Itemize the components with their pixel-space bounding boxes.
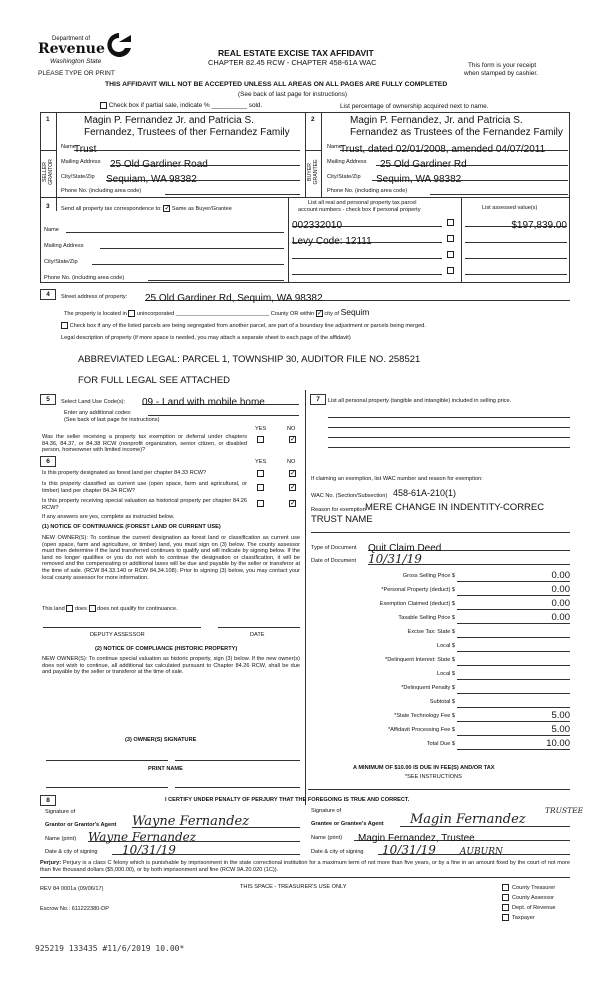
partial-sale-label: Check box if partial sale, indicate % — [108, 102, 210, 110]
corr-address-field[interactable] — [100, 241, 284, 249]
corr-phone-label: Phone No. (including area code) — [44, 275, 125, 281]
exemption-no-checkbox[interactable]: ✓ — [290, 436, 296, 443]
minimum-due-note: A MINIMUM OF $10.00 IS DUE IN FEE(S) AND/OR TAX — [353, 765, 495, 771]
receipt-note-2: when stamped by cashier. — [464, 70, 538, 77]
perjury-label: Perjury: — [40, 860, 62, 866]
buyer-name-line-2: Fernandez as Trustees of the Fernandez Family — [350, 127, 563, 138]
fee-label: Local $ — [436, 643, 455, 649]
street-address-value: 25 Old Gardiner Rd, Sequim, WA 98382 — [145, 293, 323, 304]
buyer-grantee-label: BUYER GRANTEE — [307, 159, 319, 185]
segregated-checkbox[interactable] — [61, 322, 68, 329]
buyer-phone-label: Phone No. (including area code) — [327, 188, 408, 194]
legal-description-line-1: ABBREVIATED LEGAL: PARCEL 1, TOWNSHIP 30, AUDITOR FILE NO. 258521 — [78, 354, 421, 365]
corr-name-label: Name — [44, 227, 59, 233]
city-of-label: city of — [324, 311, 339, 317]
distribution-item — [502, 894, 554, 901]
fee-value[interactable]: 0.00 — [457, 570, 570, 582]
section-5-number: 5 — [40, 394, 56, 405]
grantor-signature: Wayne Fernandez — [132, 814, 250, 829]
grantee-city: AUBURN — [459, 847, 503, 857]
distribution-label: County Assessor — [512, 894, 554, 901]
yes-header: YES — [255, 426, 267, 432]
doc-type-label: Type of Document — [311, 545, 357, 551]
doc-date-value: 10/31/19 — [368, 552, 422, 566]
exemption-question: Was the seller receiving a property tax exemption or deferral under chapters 84.36, 84.37, or 84.38 RCW (nonprofit organization, senior citizen, or disabled person, homeowner with limited income)? — [42, 434, 247, 454]
location-row: The property is located in unincorporated ______________________________ County OR within ✓ city of Sequim — [64, 307, 370, 318]
fee-value[interactable] — [457, 682, 570, 694]
historic-yes-checkbox[interactable] — [257, 500, 264, 507]
yes-header: YES — [255, 459, 267, 465]
assessed-value-field[interactable] — [465, 234, 567, 243]
divider — [40, 150, 56, 151]
fee-label: Gross Selling Price $ — [402, 573, 455, 579]
street-address-field[interactable] — [145, 288, 570, 304]
forest-no-checkbox[interactable]: ✓ — [290, 470, 296, 477]
segregated-row — [61, 322, 426, 329]
additional-codes-label: Enter any additional codes: — [64, 410, 132, 416]
parcel-field[interactable] — [292, 250, 442, 259]
grantor-signature-field[interactable] — [132, 812, 300, 828]
grantee-name: Magin Fernandez, Trustee — [358, 833, 475, 844]
grantor-date-field[interactable] — [112, 841, 300, 855]
land-use-label: Select Land Use Code(s): — [61, 399, 126, 405]
doc-date-label: Date of Document — [311, 558, 357, 564]
distribution-checkbox[interactable] — [502, 884, 509, 891]
distribution-item — [502, 884, 555, 891]
personal-property-checkbox[interactable] — [447, 219, 454, 226]
reason-line-2[interactable]: TRUST NAME — [311, 514, 373, 525]
grantee-agent-label: Grantee or Grantee's Agent — [311, 821, 384, 827]
does-not-checkbox[interactable] — [89, 605, 96, 612]
same-as-buyer-checkbox[interactable]: ✓ — [164, 205, 171, 212]
divider — [56, 112, 57, 198]
buyer-city-field[interactable] — [372, 169, 568, 185]
see-back-instructions: (See back of last page for instructions) — [64, 417, 160, 423]
does-checkbox[interactable] — [66, 605, 73, 612]
corr-address-label: Mailing Address — [44, 243, 84, 249]
additional-codes-field[interactable] — [148, 408, 299, 416]
continuance-title: (1) NOTICE OF CONTINUANCE (FOREST LAND OR CURRENT USE) — [42, 524, 221, 530]
fee-label: Subtotal $ — [429, 699, 455, 705]
partial-sale-row: Check box if partial sale, indicate % __________ sold. — [100, 102, 262, 109]
logo-main: Revenue — [38, 41, 105, 57]
fee-value[interactable]: 0.00 — [457, 612, 570, 624]
grantee-date-city-field[interactable] — [378, 841, 570, 855]
distribution-label: County Treasurer — [512, 884, 556, 891]
distribution-item — [502, 914, 535, 921]
parcel-field[interactable] — [292, 266, 442, 275]
buyer-address-field[interactable] — [376, 154, 568, 170]
fee-value[interactable]: 0.00 — [457, 598, 570, 610]
fee-label: Taxable Selling Price $ — [398, 615, 455, 621]
divider — [321, 112, 322, 198]
corr-phone-field[interactable] — [148, 273, 284, 281]
ownership-note: List percentage of ownership acquired next to name. — [340, 103, 489, 110]
buyer-phone-field[interactable] — [430, 186, 568, 195]
street-label: Street address of property: — [61, 294, 128, 300]
buyer-address-label: Mailing Address — [327, 159, 367, 165]
parcel-number: 002332010 — [292, 220, 343, 231]
exemption-yes-checkbox[interactable] — [257, 436, 264, 443]
corr-name-field[interactable] — [66, 225, 284, 233]
section-1-number: 1 — [46, 116, 50, 123]
buyer-city-value: Sequim, WA 98382 — [376, 174, 462, 185]
unincorporated-label: unincorporated — [136, 311, 175, 317]
grantee-signature: Magin Fernandez — [410, 812, 526, 827]
grantor-name: Wayne Fernandez — [88, 830, 197, 844]
form-title: REAL ESTATE EXCISE TAX AFFIDAVIT — [218, 48, 374, 58]
print-name-label: PRINT NAME — [148, 766, 183, 772]
distribution-checkbox[interactable] — [502, 904, 509, 911]
grantee-title: TRUSTEE — [545, 806, 584, 815]
fee-value[interactable]: 5.00 — [457, 724, 570, 736]
fee-value[interactable] — [457, 626, 570, 638]
parcel-number: Levy Code: 12111 — [292, 236, 372, 247]
unincorporated-checkbox[interactable] — [128, 310, 135, 317]
land-use-value: 09 - Land with mobile home — [142, 397, 265, 408]
fee-value[interactable]: 10.00 — [457, 738, 570, 750]
grantee-signature-of-label: Signature of — [311, 808, 342, 814]
grantee-name-field[interactable] — [354, 828, 570, 844]
legal-description-label: Legal description of property (if more space is needed, you may attach a separate sheet to each page of the affidavit) — [61, 335, 351, 341]
send-correspondence-row — [61, 205, 232, 212]
logo-sub: Washington State — [50, 58, 102, 65]
assessed-value-field[interactable] — [465, 215, 567, 231]
grantor-name-field[interactable] — [88, 828, 300, 842]
city-value: Sequim — [340, 307, 370, 317]
send-correspondence-label: Send all property tax correspondence to: — [61, 205, 162, 212]
if-yes-note: If any answers are yes, complete as instructed below. — [42, 514, 175, 520]
parcel-field[interactable] — [292, 231, 442, 247]
fee-value[interactable] — [457, 654, 570, 666]
divider — [40, 877, 570, 878]
historic-question: Is this property receiving special valuation as historical property per chapter 84.26 RCW? — [42, 498, 247, 511]
owner-print-name-field[interactable] — [175, 782, 300, 788]
grantee-date: 10/31/19 — [382, 843, 436, 857]
owner-signature-label: (3) OWNER(S) SIGNATURE — [125, 737, 197, 743]
forest-land-question: Is this property designated as forest land per chapter 84.33 RCW? — [42, 470, 207, 476]
personal-property-field[interactable] — [328, 432, 570, 438]
divider — [288, 197, 289, 283]
personal-property-field[interactable] — [328, 422, 570, 428]
grantor-signature-of-label: Signature of — [45, 809, 76, 815]
this-land-label: This land — [42, 605, 65, 612]
personal-property-checkbox[interactable] — [447, 267, 454, 274]
assessed-header: List assessed value(s) — [482, 205, 538, 211]
segregated-label: Check box if any of the listed parcels are being segregated from another parcel, are part of a boundary line adjustment or parcels being merged. — [69, 322, 426, 329]
no-header: NO — [287, 459, 296, 465]
seller-city-label: City/State/Zip — [61, 174, 95, 180]
current-use-no-checkbox[interactable]: ✓ — [290, 484, 296, 491]
section-4-number: 4 — [40, 289, 56, 300]
parcel-field[interactable] — [292, 215, 442, 231]
form-subtitle: CHAPTER 82.45 RCW - CHAPTER 458-61A WAC — [208, 58, 377, 67]
please-type: PLEASE TYPE OR PRINT — [38, 70, 115, 77]
parcel-header-2: account numbers - check box if personal property — [298, 207, 421, 213]
corr-city-label: City/State/Zip — [44, 259, 78, 265]
personal-property-label: List all personal property (tangible and intangible) included in selling price. — [328, 398, 512, 404]
personal-property-checkbox[interactable] — [447, 235, 454, 242]
seller-city-field[interactable] — [106, 169, 300, 185]
fee-label: *Delinquent Interest: State $ — [385, 657, 455, 663]
deputy-date-label: DATE — [250, 632, 265, 638]
historic-no-checkbox[interactable]: ✓ — [290, 500, 296, 507]
wac-value[interactable]: 458-61A-210(1) — [393, 488, 457, 498]
fee-label: *Personal Property (deduct) $ — [381, 587, 455, 593]
grantee-date-city-label: Date & city of signing — [311, 849, 364, 855]
personal-property-checkbox[interactable] — [447, 251, 454, 258]
perjury-text: Perjury is a class C felony which is punishable by imprisonment in the state correctional institution for a maximum term of not more than five years, or by a fine in an amount fixed by the court of not more than five thousand dollars ($5,000.00), or by both imprisonment and fine (RCW 9A.20.020 (1C)). — [40, 860, 570, 873]
section-6-number: 6 — [40, 456, 56, 467]
does-not-label: does not qualify for continuance. — [97, 605, 178, 612]
seller-city-value: Sequiam, WA 98382 — [106, 174, 197, 185]
current-use-question: Is this property classified as current use (open space, farm and agricultural, or timber) land per chapter 84.34 RCW? — [42, 481, 247, 494]
receipt-note-1: This form is your receipt — [468, 62, 537, 69]
buyer-name-field[interactable] — [340, 139, 568, 155]
escrow-number: Escrow No.: 611222380-DP — [40, 906, 109, 912]
forest-yes-checkbox[interactable] — [257, 470, 264, 477]
divider — [305, 390, 306, 805]
fee-label: Exemption Claimed (deduct) $ — [379, 601, 455, 607]
certify-statement: I CERTIFY UNDER PENALTY OF PERJURY THAT THE FOREGOING IS TRUE AND CORRECT. — [165, 797, 410, 803]
dor-logo-mark-icon — [105, 30, 135, 60]
reason-line-1[interactable]: MERE CHANGE IN INDENTITY-CORREC — [365, 502, 545, 513]
deputy-date-field[interactable] — [218, 622, 300, 628]
wac-label: WAC No. (Section/Subsection) — [311, 493, 388, 499]
owner-print-name-field[interactable] — [46, 782, 168, 788]
assessed-value: $197,839.00 — [511, 220, 567, 231]
grantor-agent-label: Grantor or Grantor's Agent — [45, 822, 117, 828]
divider — [56, 197, 57, 211]
fee-label: *State Technology Fee $ — [394, 713, 455, 719]
city-checkbox[interactable]: ✓ — [316, 310, 323, 318]
section-7-number: 7 — [310, 394, 326, 405]
divider — [461, 197, 462, 283]
grantor-date: 10/31/19 — [122, 843, 176, 857]
sold-label: sold. — [248, 102, 263, 110]
see-instructions-note: *SEE INSTRUCTIONS — [405, 774, 462, 780]
distribution-checkbox[interactable] — [502, 894, 509, 901]
seller-name-line-1: Magin P. Fernandez Jr. and Patricia S. — [84, 115, 254, 126]
buyer-city-label: City/State/Zip — [327, 174, 361, 180]
assessed-value-field[interactable] — [465, 266, 567, 275]
fee-label: Local $ — [436, 671, 455, 677]
distribution-label: Taxpayer — [512, 914, 535, 921]
warning-banner: THIS AFFIDAVIT WILL NOT BE ACCEPTED UNLESS ALL AREAS ON ALL PAGES ARE FULLY COMPLETED — [105, 81, 448, 88]
seller-name-value: Trust — [74, 144, 97, 155]
grantor-name-print-label: Name (print) — [45, 836, 77, 842]
seller-address-value: 25 Old Gardiner Road — [110, 159, 208, 170]
same-as-buyer-label: Same as Buyer/Grantee — [171, 205, 232, 212]
seller-phone-label: Phone No. (including area code) — [61, 188, 142, 194]
buyer-name-line-1: Magin P. Fernandez, Jr. and Patricia S. — [350, 115, 523, 126]
fee-label: *Affidavit Processing Fee $ — [387, 727, 455, 733]
seller-grantor-label: SELLER GRANTOR — [42, 159, 54, 185]
divider — [308, 789, 570, 790]
fee-value[interactable] — [457, 668, 570, 680]
seller-address-field[interactable] — [110, 154, 300, 170]
seller-address-label: Mailing Address — [61, 159, 101, 165]
seller-name-label: Name — [61, 144, 76, 150]
located-label: The property is located in — [64, 311, 127, 317]
reason-label: Reason for exemption — [311, 507, 366, 513]
distribution-item — [502, 904, 556, 911]
distribution-label: Dept. of Revenue — [512, 904, 556, 911]
doc-type-value: Quit Claim Deed — [368, 543, 442, 554]
reason-field[interactable] — [311, 527, 570, 533]
owner-signature-field[interactable] — [46, 755, 168, 761]
parcel-header-1: List all real and personal property tax parcel — [308, 200, 417, 206]
buyer-name-label: Name — [327, 144, 342, 150]
personal-property-field[interactable] — [328, 442, 570, 448]
treasurer-use-note: THIS SPACE - TREASURER'S USE ONLY — [240, 884, 347, 890]
fee-label: Excise Tax: State $ — [407, 629, 455, 635]
partial-sale-checkbox[interactable] — [100, 102, 107, 109]
fee-label: *Delinquent Penalty $ — [401, 685, 455, 691]
divider — [305, 112, 306, 198]
seller-name-line-2: Fernandez, Trustees of ther Fernandez Family — [84, 127, 290, 138]
cashier-stamp: 925219 133435 #11/6/2019 10.00* — [35, 944, 185, 953]
section-3-number: 3 — [46, 203, 50, 210]
form-revision: REV 84 0001a (09/06/17) — [40, 886, 104, 892]
current-use-yes-checkbox[interactable] — [257, 484, 264, 491]
deputy-assessor-signature-field[interactable] — [43, 622, 201, 628]
personal-property-field[interactable] — [328, 412, 570, 418]
see-back-note: (See back of last page for instructions) — [238, 91, 348, 98]
section-2-number: 2 — [311, 116, 315, 123]
fee-value[interactable]: 0.00 — [457, 584, 570, 596]
grantee-name-print-label: Name (print) — [311, 835, 343, 841]
exemption-claim-label: If claiming an exemption, list WAC number and reason for exemption: — [311, 476, 483, 482]
perjury-notice — [40, 860, 570, 873]
fee-value[interactable] — [457, 640, 570, 652]
buyer-address-value: 25 Old Gardiner Rd — [380, 159, 467, 170]
deputy-assessor-label: DEPUTY ASSESSOR — [90, 632, 145, 638]
land-use-field[interactable] — [142, 392, 299, 408]
does-label: does — [74, 605, 87, 612]
section-8-number: 8 — [40, 795, 56, 806]
doc-date-field[interactable] — [368, 550, 570, 565]
continuance-text: NEW OWNER(S): To continue the current designation as forest land or classification as current use (open space, farm and agriculture, or timber) land, you must sign on (3) below. The county assessor must then determine if the land transferred continues to qualify and will indicate by signing below. If the land no longer qualifies or you do not wish to continue the designation or classification, it will be removed and the compensating or additional taxes will be due and payable by the seller or transferor at the time of sale. (RCW 84.33.140 or RCW 84.34.108). Prior to signing (3) below, you may contact your local county assessor for more information. — [42, 535, 300, 581]
continuance-row — [42, 605, 178, 612]
grantor-date-city-label: Date & city of signing — [45, 849, 98, 855]
buyer-name-value: Trust, dated 02/01/2008, amended 04/07/2011 — [340, 144, 546, 155]
corr-city-field[interactable] — [92, 257, 284, 265]
fee-value[interactable]: 5.00 — [457, 710, 570, 722]
no-header: NO — [287, 426, 296, 432]
owner-signature-field[interactable] — [175, 755, 300, 761]
seller-phone-field[interactable] — [165, 186, 300, 195]
compliance-text: NEW OWNER(S): To continue special valuation as historic property, sign (3) below. If the new owner(s) does not wish to continue, all additional tax calculated pursuant to Chapter 84.26 RCW, shall be due and payable by the seller or transferor at the time of sale. — [42, 656, 300, 676]
assessed-value-field[interactable] — [465, 250, 567, 259]
distribution-checkbox[interactable] — [502, 914, 509, 921]
compliance-title: (2) NOTICE OF COMPLIANCE (HISTORIC PROPERTY) — [95, 646, 238, 652]
fee-value[interactable] — [457, 696, 570, 708]
logo-top: Department of — [52, 36, 91, 42]
divider — [305, 150, 321, 151]
county-or-label: County OR within — [270, 311, 315, 317]
legal-description-line-2: FOR FULL LEGAL SEE ATTACHED — [78, 375, 231, 386]
fee-label: Total Due $ — [426, 741, 455, 747]
seller-name-field[interactable] — [74, 139, 300, 155]
